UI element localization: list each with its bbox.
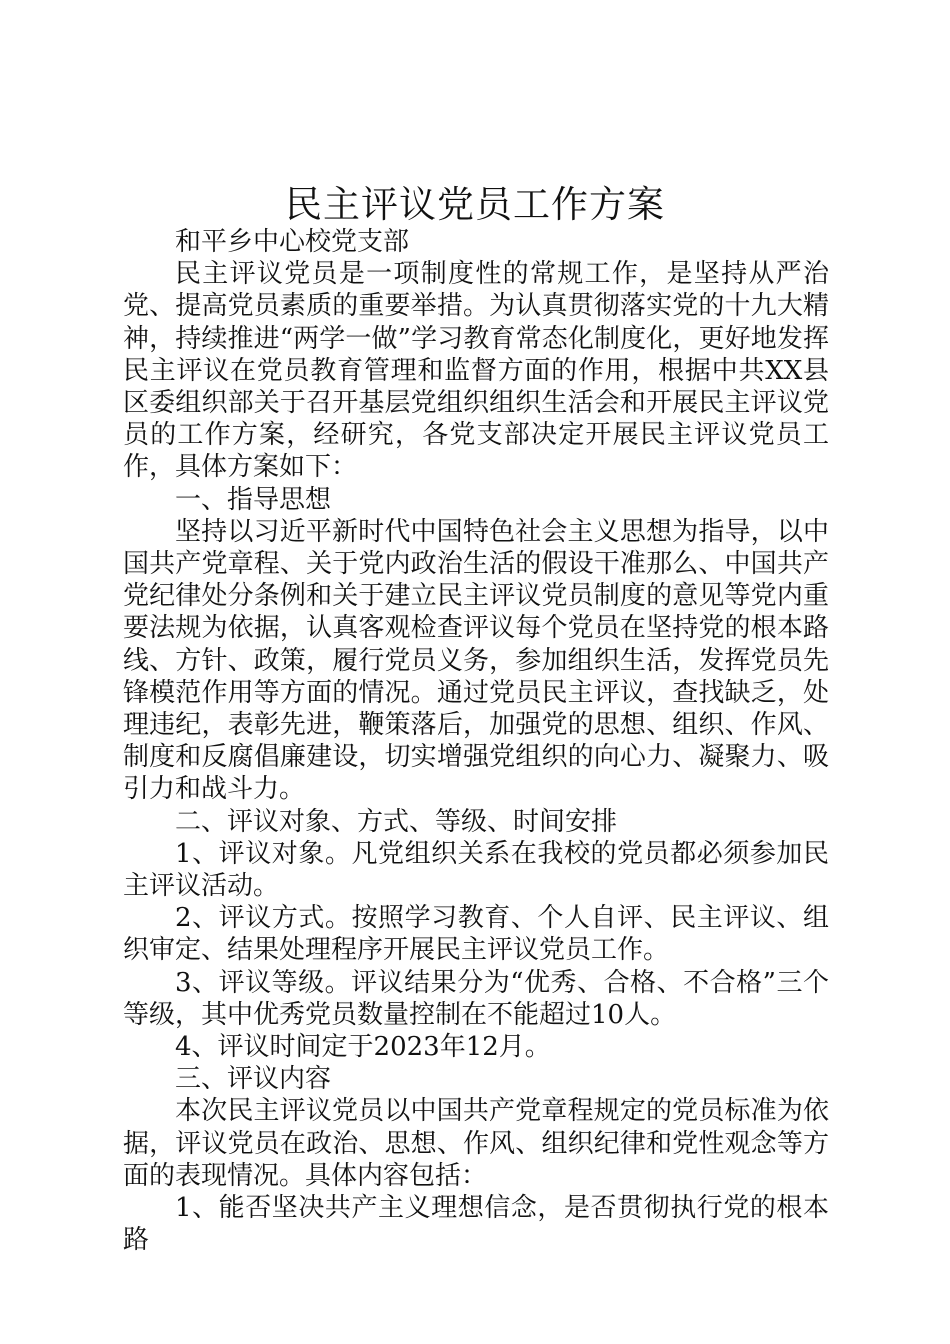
review-content-paragraph: 本次民主评议党员以中国共产党章程规定的党员标准为依据，评议党员在政治、思想、作风、组织纪律和党性观念等方面的表现情况。具体内容包括： [123,1096,829,1191]
list-item-review-grade: 3、评议等级。评议结果分为“优秀、合格、不合格”三个等级，其中优秀党员数量控制在不能超过10人。 [123,967,829,1030]
section-heading-2: 二、评议对象、方式、等级、时间安排 [175,806,618,837]
document-body [123,226,829,1257]
list-item-review-method: 2、评议方式。按照学习教育、个人自评、民主评议、组织审定、结果处理程序开展民主评议党员工作。 [123,903,829,966]
document-title: 民主评议党员工作方案 [285,183,665,226]
organization-line: 和平乡中心校党支部 [175,227,410,257]
intro-paragraph: 民主评议党员是一项制度性的常规工作，是坚持从严治党、提高党员素质的重要举措。为认真贯彻落实党的十九大精神，持续推进“两学一做”学习教育常态化制度化，更好地发挥民主评议在党员教育管理和监督方面的作用，根据中共XX县区委组织部关于召开基层党组织组织生活会和开展民主评议党员的工作方案，经研究，各党支部决定开展民主评议党员工作，具体方案如下： [123,259,829,483]
list-item-review-target: 1、评议对象。凡党组织关系在我校的党员都必须参加民主评议活动。 [123,838,829,902]
guiding-ideology-paragraph: 坚持以习近平新时代中国特色社会主义思想为指导，以中国共产党章程、关于党内政治生活的假设干准那么、中国共产党纪律处分条例和关于建立民主评议党员制度的意见等党内重要法规为依据，认真客观检查评议每个党员在坚持党的根本路线、方针、政策，履行党员义务，参加组织生活，发挥党员先锋模范作用等方面的情况。通过党员民主评议，查找缺乏，处理违纪，表彰先进，鞭策落后，加强党的思想、组织、作风、制度和反腐倡廉建设，切实增强党组织的向心力、凝聚力、吸引力和战斗力。 [123,516,829,805]
list-item-review-time: 4、评议时间定于2023年12月。 [175,1032,551,1063]
section-heading-3: 三、评议内容 [175,1064,332,1095]
list-item-content-1: 1、能否坚决共产主义理想信念，是否贯彻执行党的根本路 [123,1193,829,1256]
section-heading-1: 一、指导思想 [175,484,332,515]
